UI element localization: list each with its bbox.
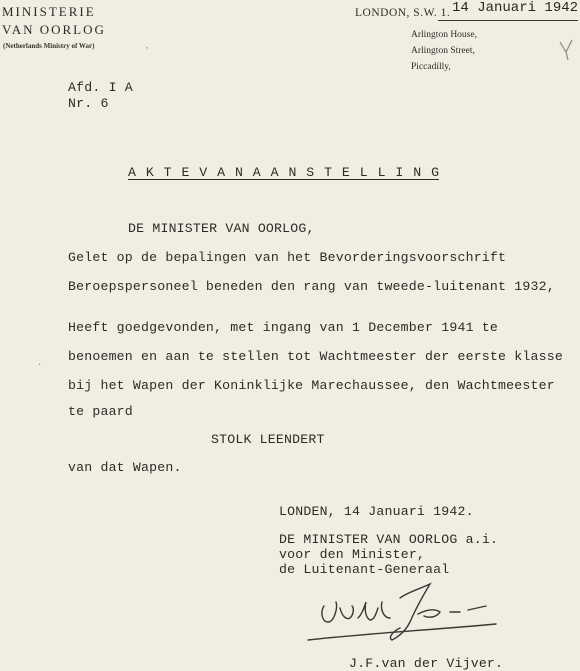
closing-rank: de Luitenant-Generaal	[279, 562, 450, 577]
address-line1: Arlington House,	[411, 30, 477, 40]
body-line-van-dat-wapen: van dat Wapen.	[68, 460, 182, 475]
ministry-name-line2: VAN OORLOG	[2, 22, 106, 37]
reference-nr: Nr. 6	[68, 96, 109, 111]
closing-minister: DE MINISTER VAN OORLOG a.i.	[279, 532, 499, 547]
body-minister: DE MINISTER VAN OORLOG,	[128, 221, 315, 236]
reference-afd: Afd. I A	[68, 80, 133, 95]
ministry-subtitle: (Netherlands Ministry of War)	[3, 42, 95, 50]
signatory-name: J.F.van der Vijver.	[349, 656, 504, 671]
body-line-heeft: Heeft goedgevonden, met ingang van 1 December 1941 te	[68, 320, 499, 335]
body-line-beroeps: Beroepspersoneel beneden den rang van tweede-luitenant 1932,	[68, 279, 555, 294]
closing-voor: voor den Minister,	[279, 547, 426, 562]
ministry-name-line1: MINISTERIE	[2, 4, 96, 19]
stray-mark-left: ·	[38, 360, 42, 371]
handwritten-signature	[300, 578, 510, 658]
document-title: A K T E V A N A A N S T E L L I N G	[128, 165, 439, 180]
appointee-name: STOLK LEENDERT	[211, 432, 325, 447]
body-line-paard: te paard	[68, 404, 133, 419]
date-underline	[438, 20, 578, 21]
body-line-benoemen: benoemen en aan te stellen tot Wachtmeester der eerste klasse	[68, 349, 563, 364]
letterhead-city: LONDON, S.W. 1.	[355, 7, 451, 19]
address-line2: Arlington Street,	[411, 46, 475, 56]
body-line-gelet: Gelet op de bepalingen van het Bevorderingsvoorschrift	[68, 250, 507, 265]
place-date: LONDEN, 14 Januari 1942.	[279, 504, 474, 519]
pencil-mark	[556, 38, 576, 62]
body-line-wapen: bij het Wapen der Koninklijke Marechaussee, den Wachtmeester	[68, 378, 555, 393]
stray-mark-top: ,	[146, 40, 149, 50]
letter-date: 14 Januari 1942	[452, 0, 579, 16]
address-line3: Piccadilly,	[411, 62, 451, 72]
